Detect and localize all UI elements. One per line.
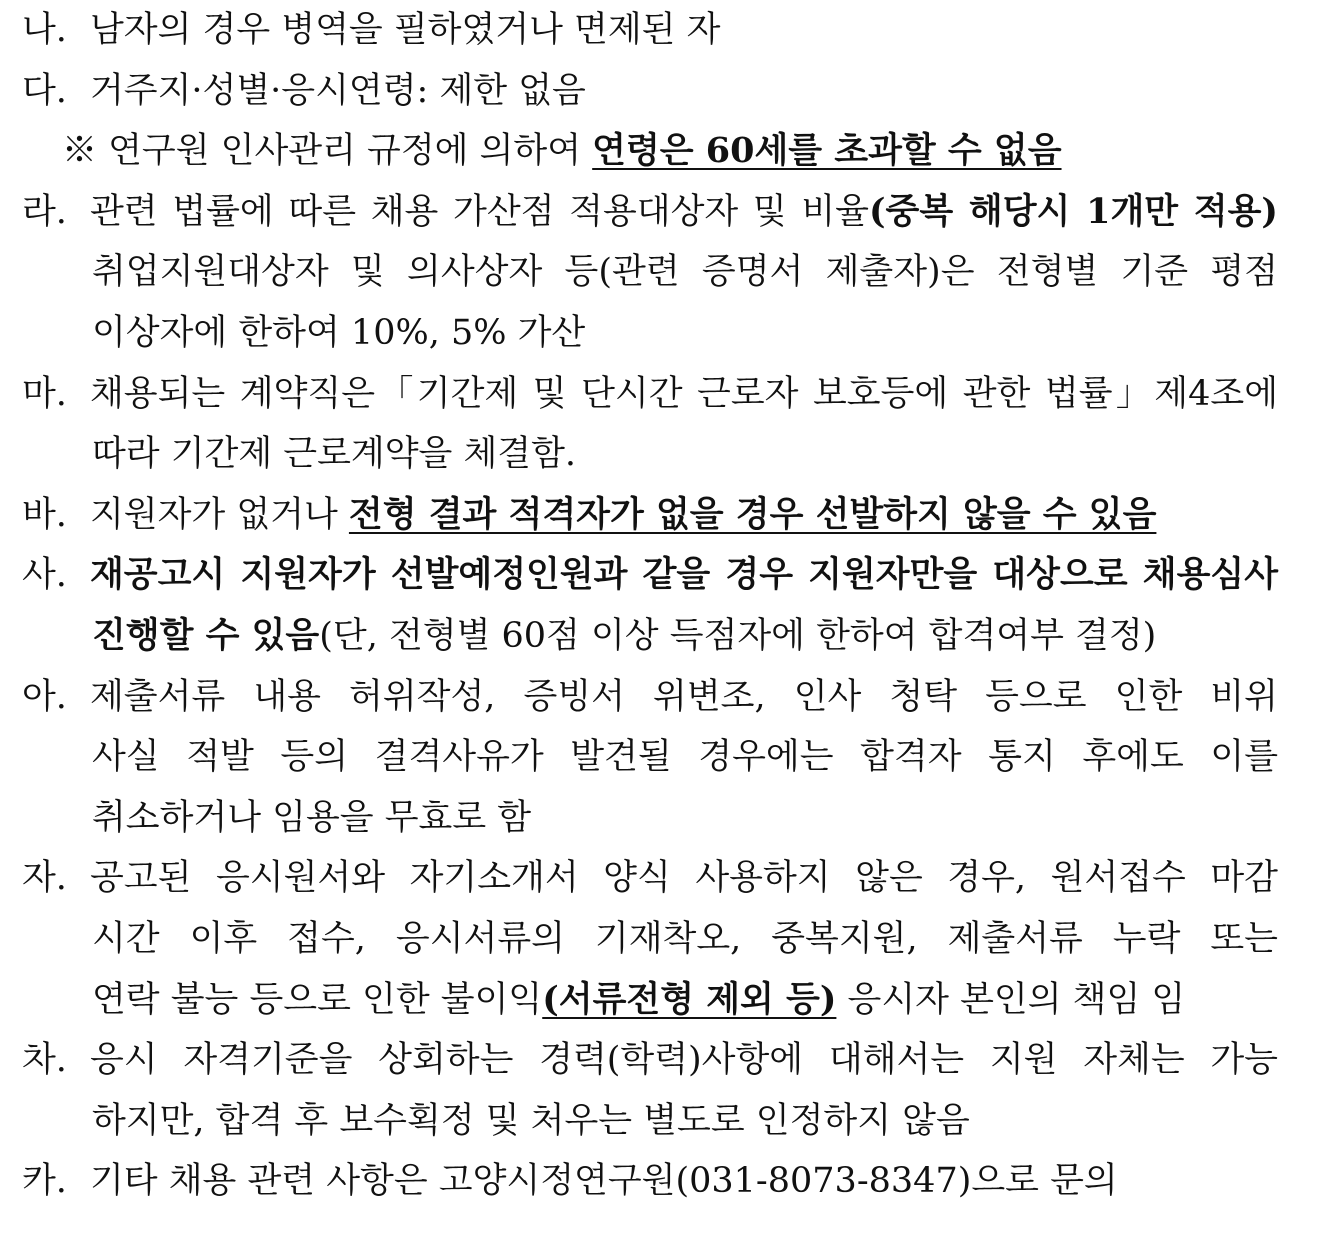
list-marker: 라. bbox=[22, 191, 67, 232]
text-line bbox=[0, 485, 1278, 545]
text-segment: 제출서류 내용 허위작성, 증빙서 위변조, 인사 청탁 등으로 인한 비위 bbox=[90, 676, 1278, 717]
list-marker: 다. bbox=[22, 70, 67, 111]
text-segment: 시간 이후 접수, 응시서류의 기재착오, 중복지원, 제출서류 누락 또는 bbox=[92, 919, 1278, 959]
text-line bbox=[0, 1091, 1278, 1151]
list-marker: 차. bbox=[22, 1040, 67, 1081]
note-line bbox=[0, 121, 1278, 181]
text-line bbox=[0, 182, 1278, 242]
list-marker: 마. bbox=[22, 373, 67, 414]
text-segment: 채용되는 계약직은「기간제 및 단시간 근로자 보호등에 관한 법률」제4조에 bbox=[90, 373, 1278, 414]
list-marker: 나. bbox=[22, 10, 67, 50]
text-line bbox=[0, 848, 1278, 908]
text-segment: 기타 채용 관련 사항은 고양시정연구원(031-8073-8347)으로 문의 bbox=[90, 1161, 1118, 1202]
text-segment: 연령은 60세를 초과할 수 없음 bbox=[592, 130, 1062, 172]
text-line bbox=[0, 970, 1278, 1030]
text-segment: 따라 기간제 근로계약을 체결함. bbox=[92, 434, 577, 475]
list-marker: 카. bbox=[22, 1161, 67, 1202]
text-line bbox=[0, 61, 1278, 121]
text-segment: 재공고시 지원자가 선발예정인원과 같을 경우 지원자만을 대상으로 채용심사 bbox=[90, 554, 1278, 596]
list-marker: 자. bbox=[22, 858, 67, 899]
text-line bbox=[0, 788, 1278, 848]
text-line bbox=[0, 1030, 1278, 1090]
text-line bbox=[0, 303, 1278, 363]
text-line bbox=[0, 909, 1278, 969]
text-line bbox=[0, 1151, 1278, 1211]
text-segment: 취소하거나 임용을 무효로 함 bbox=[92, 797, 532, 838]
text-line bbox=[0, 667, 1278, 727]
text-line bbox=[0, 727, 1278, 787]
text-line bbox=[0, 364, 1278, 424]
text-segment: 거주지·성별·응시연령: 제한 없음 bbox=[90, 70, 586, 111]
text-segment: 이상자에 한하여 10%, 5% 가산 bbox=[92, 313, 586, 353]
text-segment: 관련 법률에 따른 채용 가산점 적용대상자 및 비율 bbox=[90, 191, 869, 232]
text-segment: (서류전형 제외 등) bbox=[542, 978, 837, 1020]
text-segment: 응시 자격기준을 상회하는 경력(학력)사항에 대해서는 지원 자체는 가능 bbox=[90, 1040, 1278, 1081]
list-marker: 바. bbox=[22, 494, 67, 535]
text-line bbox=[0, 545, 1278, 605]
text-line bbox=[0, 424, 1278, 484]
text-line bbox=[0, 0, 1278, 60]
text-segment: 지원자가 없거나 bbox=[90, 494, 349, 535]
text-line bbox=[0, 606, 1278, 666]
text-segment: (단, 전형별 60점 이상 득점자에 한하여 합격여부 결정) bbox=[319, 616, 1157, 656]
text-segment: 하지만, 합격 후 보수획정 및 처우는 별도로 인정하지 않음 bbox=[92, 1100, 970, 1141]
text-segment: 진행할 수 있음 bbox=[92, 615, 320, 656]
text-segment: 응시자 본인의 책임 임 bbox=[836, 979, 1186, 1020]
text-segment: 취업지원대상자 및 의사상자 등(관련 증명서 제출자)은 전형별 기준 평점 bbox=[92, 252, 1278, 293]
text-segment: ※ 연구원 인사관리 규정에 의하여 bbox=[62, 131, 593, 172]
text-segment: 공고된 응시원서와 자기소개서 양식 사용하지 않은 경우, 원서접수 마감 bbox=[90, 858, 1278, 899]
text-segment: 사실 적발 등의 결격사유가 발견될 경우에는 합격자 통지 후에도 이를 bbox=[92, 737, 1278, 778]
text-segment: 연락 불능 등으로 인한 불이익 bbox=[92, 979, 543, 1020]
text-line bbox=[0, 242, 1278, 302]
list-marker: 아. bbox=[22, 676, 67, 717]
text-segment: (중복 해당시 1개만 적용) bbox=[869, 190, 1278, 232]
text-segment: 전형 결과 적격자가 없을 경우 선발하지 않을 수 있음 bbox=[348, 493, 1157, 535]
list-marker: 사. bbox=[22, 555, 67, 596]
text-segment: 남자의 경우 병역을 필하였거나 면제된 자 bbox=[90, 10, 721, 50]
